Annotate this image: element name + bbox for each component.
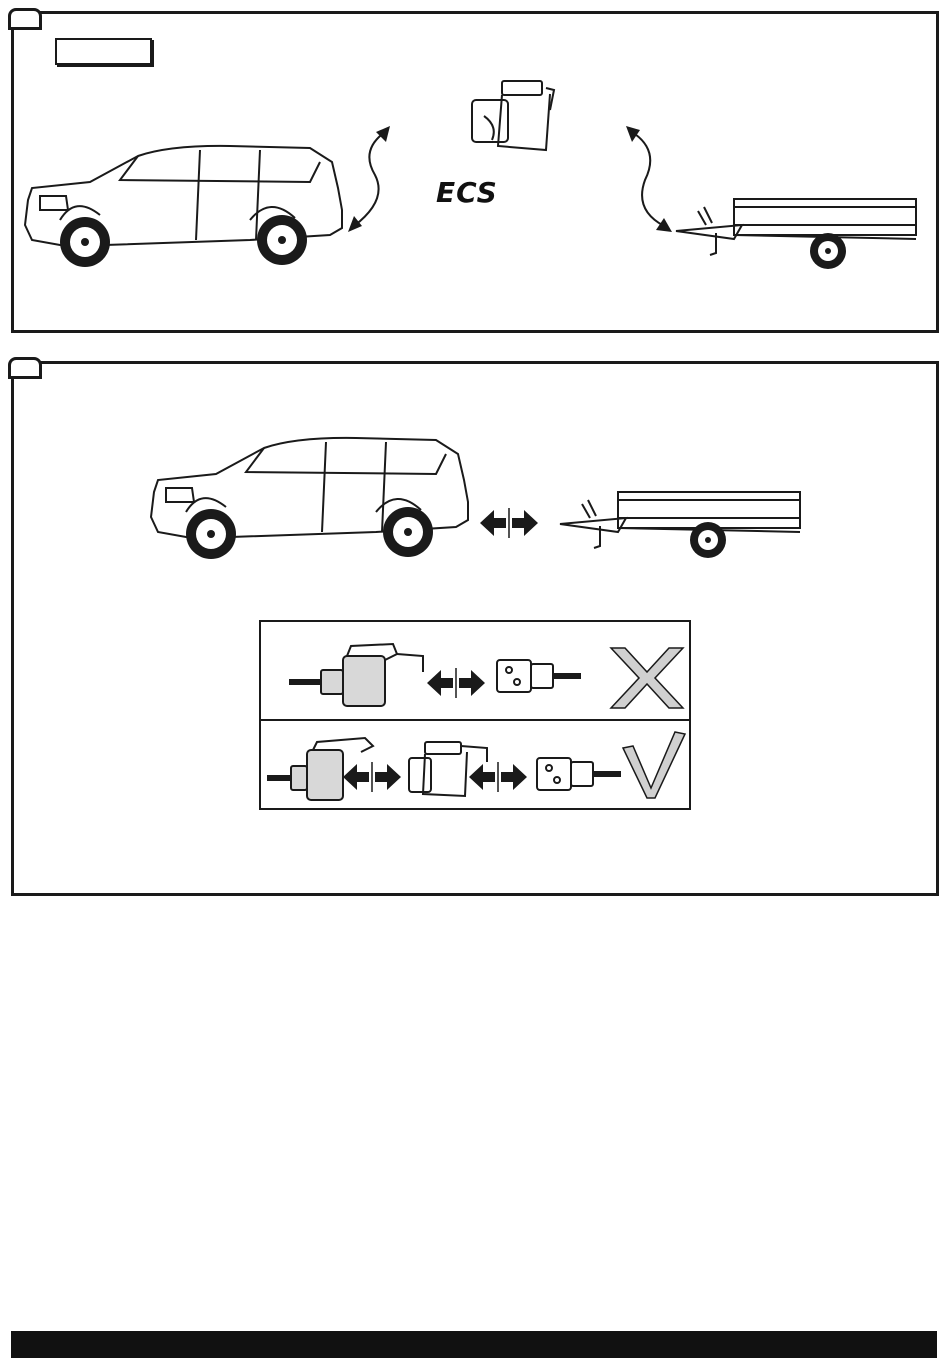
trailer-illustration xyxy=(556,488,806,568)
correct-check-icon xyxy=(621,730,687,800)
incorrect-cross-icon xyxy=(607,646,687,710)
socket-adapter-icon xyxy=(468,76,558,161)
bidirectional-arrow-icon xyxy=(425,668,487,698)
ecs-logo: ECS xyxy=(436,176,498,209)
model-label-box xyxy=(55,38,152,65)
vehicle-socket-icon xyxy=(287,642,427,710)
trailer-illustration xyxy=(672,195,922,275)
trailer-plug-icon xyxy=(493,656,583,696)
curved-arrow-icon xyxy=(620,120,680,240)
trailer-plug-icon xyxy=(533,754,623,794)
step-tab-2 xyxy=(8,357,42,379)
compatibility-box xyxy=(259,620,691,810)
suv-illustration xyxy=(146,432,476,567)
bidirectional-arrow-icon xyxy=(478,508,540,538)
bidirectional-arrow-icon xyxy=(341,762,403,792)
bidirectional-arrow-icon xyxy=(467,762,529,792)
compatibility-divider xyxy=(261,719,689,721)
step-tab-1 xyxy=(8,8,42,30)
suv-illustration xyxy=(20,140,350,275)
curved-arrow-icon xyxy=(340,120,400,240)
footer-bar xyxy=(11,1331,937,1358)
